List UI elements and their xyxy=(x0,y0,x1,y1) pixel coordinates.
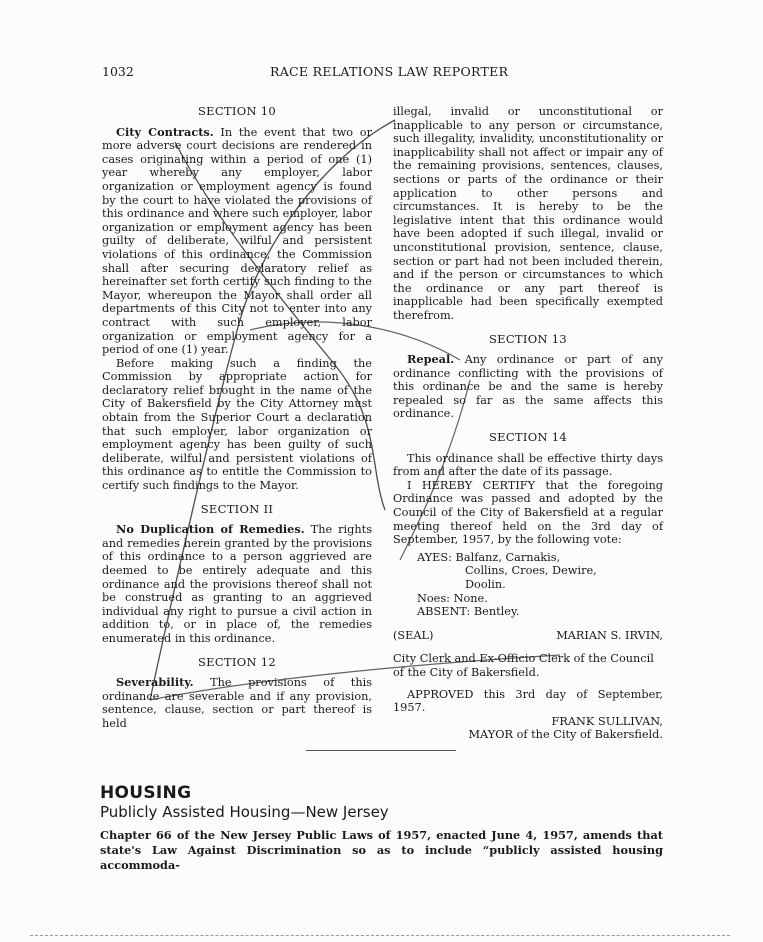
section-13-title: Repeal. xyxy=(407,352,455,367)
page-number: 1032 xyxy=(102,64,134,79)
section-11-heading: SECTION II xyxy=(200,501,274,516)
section-13-text: Any ordinance or part of any ordinance conflicting with the provisions of this ordinance be and the same is hereby repealed so far as the same affects this ordinance. xyxy=(393,353,663,421)
certification: I HEREBY CERTIFY that the foregoing Ordinance was passed and adopted by the Council of the City of Bakersfield at a regular meeting thereof held on the 3rd day of September, 1957, by the following vote: xyxy=(393,478,663,547)
mayor-signature xyxy=(393,715,663,742)
section-10-text-1: In the event that two or more adverse court decisions are rendered in cases originating within a period of one (1) year whereby any employer, labor organization or employment agency is found by the court to have violated the provisions of this ordinance and where such employer, labor organization or employment agency has been guilty of deliberate, wilful and persistent violations of this ordinance, the Commission shall after securing declaratory relief as hereinafter set forth certify such finding to the Mayor, whereupon the Mayor shall order all departments of this City not to enter into any contract with such employer, labor organization or employment agency for a period of one (1) year. xyxy=(102,125,372,357)
section-12-text: The provisions of this ordinance are severable and if any provision, sentence, clause, section or part thereof is held xyxy=(102,676,372,730)
section-10-para-1 xyxy=(102,126,372,357)
section-11-para xyxy=(102,523,372,645)
absent-line: ABSENT: Bentley. xyxy=(417,605,520,619)
section-11-title: No Duplication of Remedies. xyxy=(116,522,305,537)
ayes-name-2: Collins, Croes, Dewire, xyxy=(465,564,597,578)
section-12-para xyxy=(102,676,372,730)
seal: (SEAL) xyxy=(393,628,434,642)
ayes-label: AYES: xyxy=(417,550,452,564)
housing-summary: Chapter 66 of the New Jersey Public Laws of 1957, enacted June 4, 1957, amends that state's Law Against Discrimination so as to include “publicly assisted housing accommoda- xyxy=(100,828,663,872)
section-12-heading: SECTION 12 xyxy=(197,654,277,669)
mayor-title: MAYOR of the City of Bakersfield. xyxy=(468,728,663,742)
mayor-name: FRANK SULLIVAN, xyxy=(551,714,663,728)
noes-line: Noes: None. xyxy=(417,591,488,605)
housing-heading: HOUSING xyxy=(100,783,192,803)
section-12-continuation: illegal, invalid or unconstitutional or inapplicable to any person or circumstance, such illegality, invalidity, unconstitutionality or inapplicability shall not affect or impair any of the remaining provisions, sentences, clauses, sections or parts of the ordinance or their application to other persons and circumstances. It is hereby to be the legislative intent that this ordinance would have been adopted if such illegal, invalid or unconstitutional provision, sentence, clause, section or part had not been included therein, and if the person or circumstances to which the ordinance or any part thereof is inapplicable had been specifically exempted therefrom. xyxy=(393,105,663,322)
ayes-name-1: Balfanz, Carnakis, xyxy=(455,550,561,564)
section-12-title: Severability. xyxy=(116,675,194,690)
left-column xyxy=(102,105,372,731)
section-14-para: This ordinance shall be effective thirty days from and after the date of its passage. xyxy=(393,451,663,479)
bottom-edge-rule xyxy=(30,935,730,936)
approved-line: APPROVED this 3rd day of September, 1957. xyxy=(393,687,663,715)
clerk-title: City Clerk and Ex-Officio Clerk of the Council of the City of Bakersfield. xyxy=(393,652,654,679)
clerk-name: MARIAN S. IRVIN, xyxy=(556,628,663,642)
housing-subheading: Publicly Assisted Housing—New Jersey xyxy=(100,803,389,821)
ayes-name-3: Doolin. xyxy=(465,578,506,591)
section-10-title: City Contracts. xyxy=(116,124,214,139)
section-13-heading: SECTION 13 xyxy=(488,331,568,346)
section-11-text: The rights and remedies herein granted by the provisions of this ordinance to a person aggrieved are deemed to be entirely adequate and this ordinance and the provisions thereof shall not be construed as granting to an aggrieved individual any right to pursue a civil action in addition to, or in place of, the remedies enumerated in this ordinance. xyxy=(102,523,373,645)
section-divider xyxy=(306,750,456,751)
ayes-line xyxy=(417,551,663,565)
running-head: RACE RELATIONS LAW REPORTER xyxy=(270,64,509,79)
vote-block xyxy=(405,551,663,619)
seal-line xyxy=(393,629,663,643)
right-column xyxy=(393,105,663,742)
section-14-heading: SECTION 14 xyxy=(488,430,568,445)
section-10-para-2: Before making such a finding the Commission by appropriate action for declaratory relief brought in the name of the City of Bakersfield by the City Attorney must obtain from the Superior Court a declaration that such employer, labor organization or employment agency has been guilty of such deliberate, wilful and persistent violations of this ordinance as to entitle the Commission to certify such findings to the Mayor. xyxy=(102,356,372,493)
section-10-heading: SECTION 10 xyxy=(197,104,277,118)
section-13-para xyxy=(393,353,663,421)
